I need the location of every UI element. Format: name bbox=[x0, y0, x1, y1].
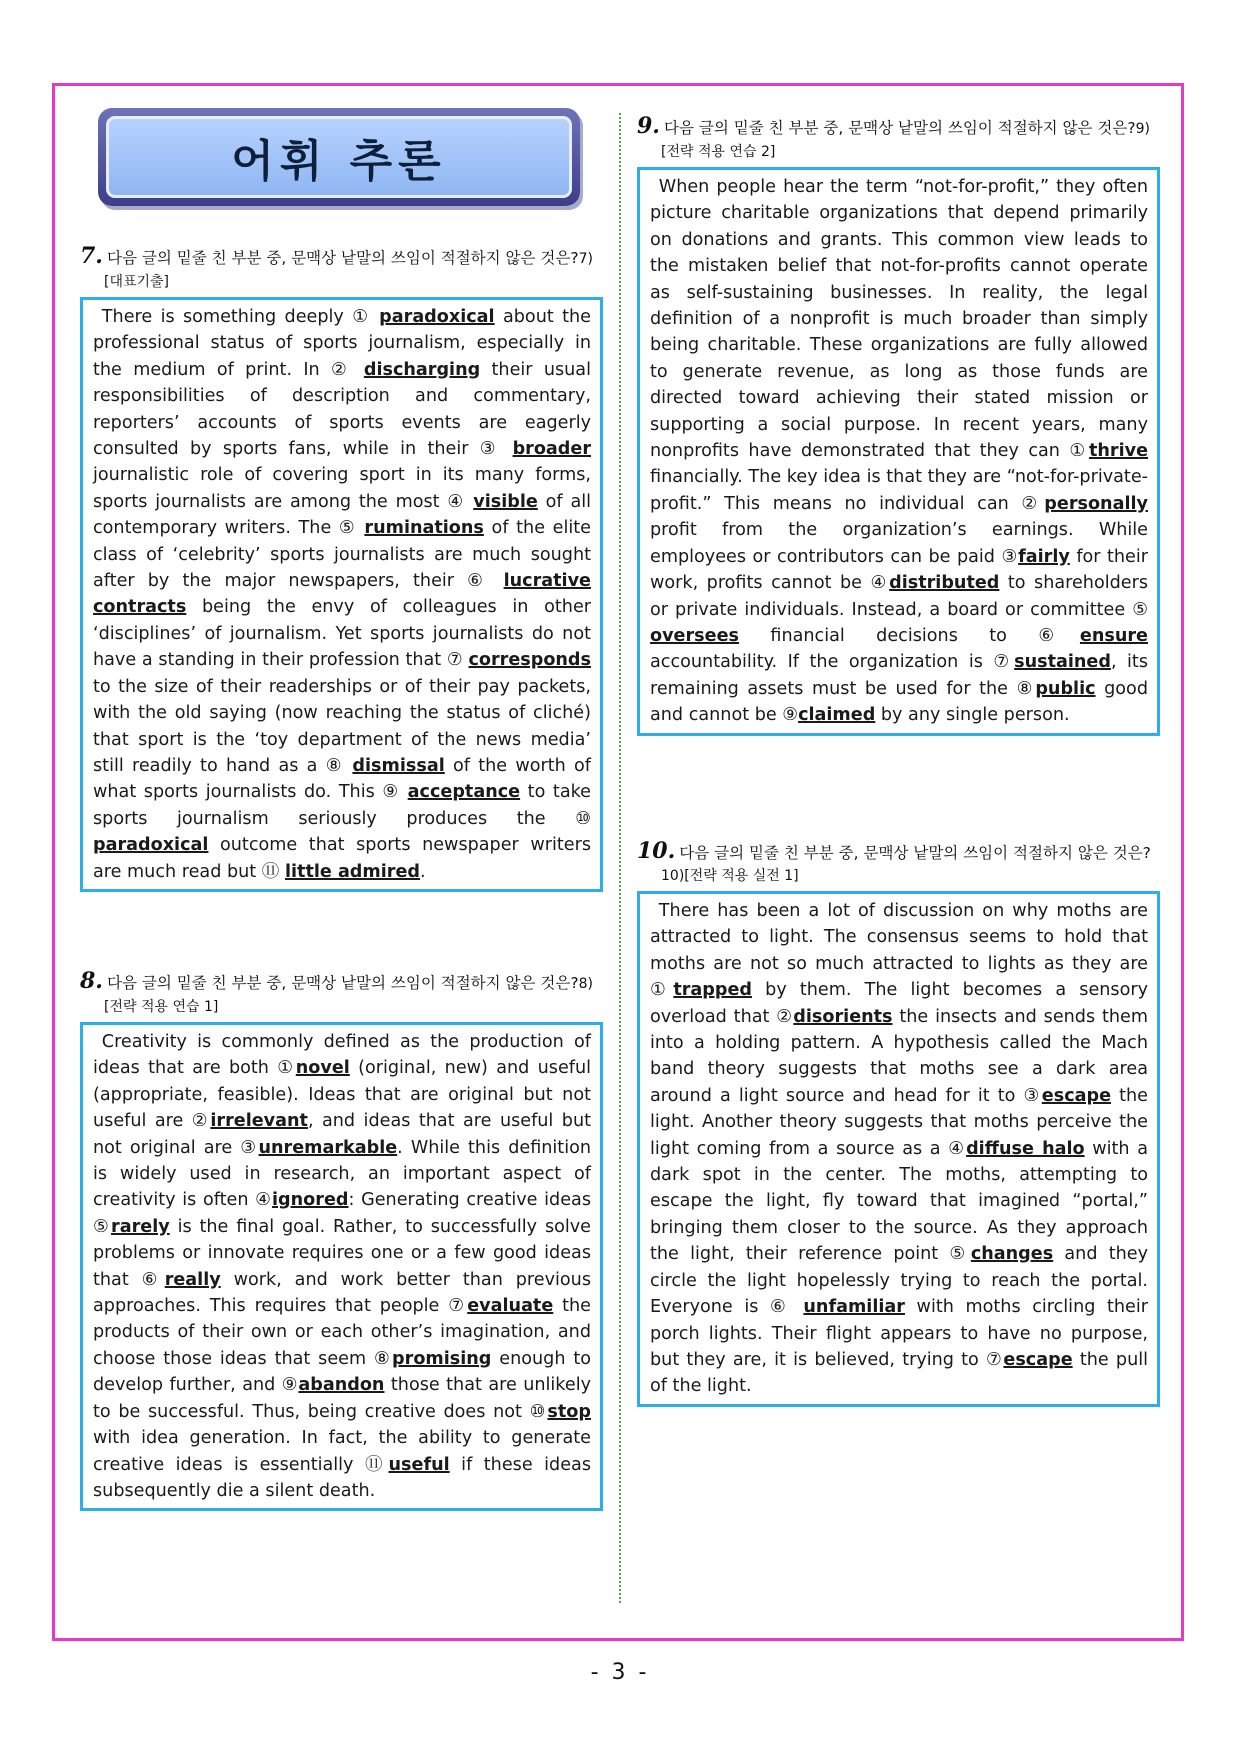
section-title-banner bbox=[98, 108, 580, 206]
passage-text: When people hear the term “not-for-profit,” they often picture charitable organizations that depend primarily on donations and grants. This common view leads to the mistaken belief that not-for-profits cannot operate as self-sustaining businesses. In reality, the legal definition of a nonprofit is much broader than simply being charitable. These organizations are fully allowed to generate revenue, as long as those funds are directed toward achieving their stated mission or supporting a social purpose. In recent years, many nonprofits have demonstrated that they can ① bbox=[650, 177, 1148, 462]
passage-text: (original, new) and useful (appropriate, feasible). Ideas that are original but not useful are ② bbox=[93, 1058, 591, 1132]
passage-text: about the professional status of sports journalism, especially in the medium of print. In ② bbox=[93, 307, 591, 380]
question-source: 7)[대표기출] bbox=[104, 251, 593, 290]
underlined-word: corresponds bbox=[468, 650, 591, 671]
question-prompt: 다음 글의 밑줄 친 부분 중, 문맥상 낱말의 쓰임이 적절하지 않은 것은? bbox=[679, 844, 1151, 862]
underlined-word: acceptance bbox=[407, 782, 521, 803]
passage-text: their usual responsibilities of description and commentary, reporters’ accounts of sports events are eagerly consulted by sports fans, while in their ③ bbox=[93, 359, 591, 460]
underlined-word: fairly bbox=[1018, 546, 1070, 567]
underlined-word: novel bbox=[295, 1058, 350, 1079]
question-8 bbox=[80, 970, 603, 1511]
underlined-word: paradoxical bbox=[379, 307, 495, 327]
underlined-word: visible bbox=[473, 491, 538, 512]
question-source: 8)[전략 적용 연습 1] bbox=[104, 976, 593, 1015]
question-source: 9)[전략 적용 연습 2] bbox=[661, 121, 1150, 160]
underlined-word: ensure bbox=[1079, 625, 1148, 646]
passage-text: There has been a lot of discussion on why moths are attracted to light. The consensus seems to hold that moths are not so much attracted to lights as they are ① bbox=[650, 901, 1148, 1001]
underlined-word: lucrative contracts bbox=[93, 571, 591, 618]
passage-text: , and ideas that are useful but not original are ③ bbox=[93, 1111, 591, 1158]
passage-text: being the envy of colleagues in other ‘disciplines’ of journalism. Yet sports journalists do not have a standing in their profession that ⑦ bbox=[93, 597, 591, 671]
passage-text: accountability. If the organization is ⑦ bbox=[650, 652, 1015, 673]
underlined-word: unremarkable bbox=[258, 1137, 398, 1158]
passage-text: and they circle the light hopelessly trying to reach the portal. Everyone is ⑥ bbox=[650, 1244, 1148, 1318]
underlined-word: evaluate bbox=[467, 1296, 554, 1317]
underlined-word: unfamiliar bbox=[803, 1297, 905, 1318]
passage-text: enough to develop further, and ⑨ bbox=[93, 1348, 591, 1396]
question-prompt: 다음 글의 밑줄 친 부분 중, 문맥상 낱말의 쓰임이 적절하지 않은 것은? bbox=[106, 249, 579, 267]
passage-text: Creativity is commonly defined as the production of ideas that are both ① bbox=[93, 1032, 591, 1079]
question-header bbox=[637, 115, 1160, 163]
passage-text: those that are unlikely to be successful. Thus, being creative does not ⑩ bbox=[93, 1375, 591, 1422]
underlined-word: disorients bbox=[793, 1006, 893, 1027]
passage-text: There is something deeply ① bbox=[101, 307, 380, 327]
underlined-word: public bbox=[1035, 678, 1096, 699]
passage-text: journalistic role of covering sport in its many forms, sports journalists are among the most ④ bbox=[93, 465, 591, 512]
question-9 bbox=[637, 115, 1160, 736]
passage-text: the light. Another theory suggests that moths perceive the light coming from a source as a ④ bbox=[650, 1085, 1148, 1159]
underlined-word: thrive bbox=[1088, 441, 1148, 462]
passage-box bbox=[637, 891, 1160, 1407]
underlined-word: distributed bbox=[889, 573, 1000, 594]
passage-text: by them. The light becomes a sensory overload that ② bbox=[650, 980, 1148, 1027]
question-number: 9. bbox=[637, 113, 660, 139]
passage-text: is the final goal. Rather, to successfully solve problems or innovate requires one or a few good ideas that ⑥ bbox=[93, 1216, 591, 1290]
underlined-word: little admired bbox=[284, 861, 420, 882]
underlined-word: discharging bbox=[363, 359, 481, 380]
question-header bbox=[80, 970, 603, 1018]
passage-text: with idea generation. In fact, the ability to generate creative ideas is essentially ⑪ bbox=[93, 1428, 591, 1475]
passage-text: with a dark spot in the center. The moths, attempting to escape the light, fly toward that imagined “portal,” bringing them closer to the source. As they approach the light, their reference point ⑤ bbox=[650, 1138, 1149, 1265]
passage-text: by any single person. bbox=[875, 705, 1070, 726]
passage-text: to the size of their readerships or of their pay packets, with the old saying (now reaching the status of cliché) that sport is the ‘toy department of the news media’ still readily to hand as a ⑧ bbox=[93, 676, 591, 776]
underlined-word: escape bbox=[1041, 1085, 1112, 1106]
question-source: 10)[전략 적용 실전 1] bbox=[661, 868, 799, 884]
underlined-word: ruminations bbox=[364, 518, 484, 539]
passage-text: the insects and sends them into a holding pattern. A hypothesis called the Mach band theory suggests that moths see a dark area around a light source and head for it to ③ bbox=[650, 1006, 1148, 1106]
page-number: - 3 - bbox=[590, 1660, 650, 1685]
underlined-word: ignored bbox=[272, 1190, 349, 1211]
question-7 bbox=[80, 245, 603, 892]
passage-text: , its remaining assets must be used for the ⑧ bbox=[650, 652, 1148, 699]
section-title-inner bbox=[106, 116, 572, 198]
passage-text: financially. The key idea is that they are “not-for-private-profit.” This means no individual can ② bbox=[650, 467, 1148, 514]
column-divider bbox=[619, 113, 621, 1603]
question-number: 8. bbox=[80, 968, 103, 994]
passage-text: . While this definition is widely used in research, an important aspect of creativity is often ④ bbox=[93, 1137, 592, 1211]
passage-text: of all contemporary writers. The ⑤ bbox=[93, 491, 592, 539]
underlined-word: sustained bbox=[1014, 652, 1111, 673]
underlined-word: abandon bbox=[298, 1375, 385, 1396]
question-10 bbox=[637, 840, 1160, 1407]
passage-text: to shareholders or private individuals. Instead, a board or committee ⑤ bbox=[650, 573, 1149, 620]
passage-box bbox=[637, 167, 1160, 736]
passage-text: financial decisions to ⑥ bbox=[738, 625, 1080, 646]
passage-text: if these ideas subsequently die a silent death. bbox=[93, 1454, 591, 1501]
underlined-word: promising bbox=[392, 1348, 492, 1369]
underlined-word: rarely bbox=[111, 1216, 170, 1237]
underlined-word: diffuse halo bbox=[966, 1138, 1085, 1159]
underlined-word: claimed bbox=[798, 705, 876, 726]
question-number: 7. bbox=[80, 243, 103, 269]
passage-text: good and cannot be ⑨ bbox=[650, 678, 1148, 726]
passage-box bbox=[80, 1022, 603, 1511]
underlined-word: personally bbox=[1044, 493, 1148, 514]
passage-text: to take sports journalism seriously produces the ⑩ bbox=[93, 782, 591, 829]
underlined-word: escape bbox=[1003, 1349, 1073, 1370]
passage-box bbox=[80, 297, 603, 892]
underlined-word: oversees bbox=[650, 625, 739, 646]
passage-text: the pull of the light. bbox=[650, 1349, 1148, 1397]
question-number: 10. bbox=[637, 838, 676, 864]
underlined-word: changes bbox=[970, 1244, 1054, 1265]
passage-text: for their work, profits cannot be ④ bbox=[650, 546, 1148, 594]
underlined-word: irrelevant bbox=[210, 1111, 308, 1132]
question-header bbox=[637, 840, 1160, 887]
underlined-word: dismissal bbox=[352, 755, 445, 776]
passage-text: of the worth of what sports journalists do. This ⑨ bbox=[93, 755, 591, 803]
passage-text: of the elite class of ‘celebrity’ sports journalists are much sought after by the major newspapers, their ⑥ bbox=[93, 518, 591, 592]
passage-text: with moths circling their porch lights. Their flight appears to have no purpose, but they are, it is believed, trying to ⑦ bbox=[650, 1297, 1148, 1370]
underlined-word: broader bbox=[512, 439, 591, 460]
passage-text: outcome that sports newspaper writers are much read but ⑪ bbox=[93, 835, 591, 882]
underlined-word: trapped bbox=[673, 980, 753, 1001]
passage-text: profit from the organization’s earnings. While employees or contributors can be paid ③ bbox=[650, 520, 1148, 567]
underlined-word: stop bbox=[547, 1401, 591, 1422]
section-title: 어휘 추론 bbox=[231, 136, 447, 187]
question-prompt: 다음 글의 밑줄 친 부분 중, 문맥상 낱말의 쓰임이 적절하지 않은 것은? bbox=[663, 119, 1136, 137]
underlined-word: really bbox=[164, 1269, 221, 1290]
question-header bbox=[80, 245, 603, 293]
passage-text: work, and work better than previous approaches. This requires that people ⑦ bbox=[93, 1269, 591, 1317]
question-prompt: 다음 글의 밑줄 친 부분 중, 문맥상 낱말의 쓰임이 적절하지 않은 것은? bbox=[106, 974, 579, 992]
passage-text: . bbox=[419, 861, 426, 882]
underlined-word: useful bbox=[388, 1454, 450, 1475]
passage-text: : Generating creative ideas ⑤ bbox=[93, 1190, 591, 1237]
underlined-word: paradoxical bbox=[93, 835, 209, 856]
passage-text: the products of their own or each other’s imagination, and choose those ideas that seem ⑧ bbox=[93, 1296, 592, 1369]
